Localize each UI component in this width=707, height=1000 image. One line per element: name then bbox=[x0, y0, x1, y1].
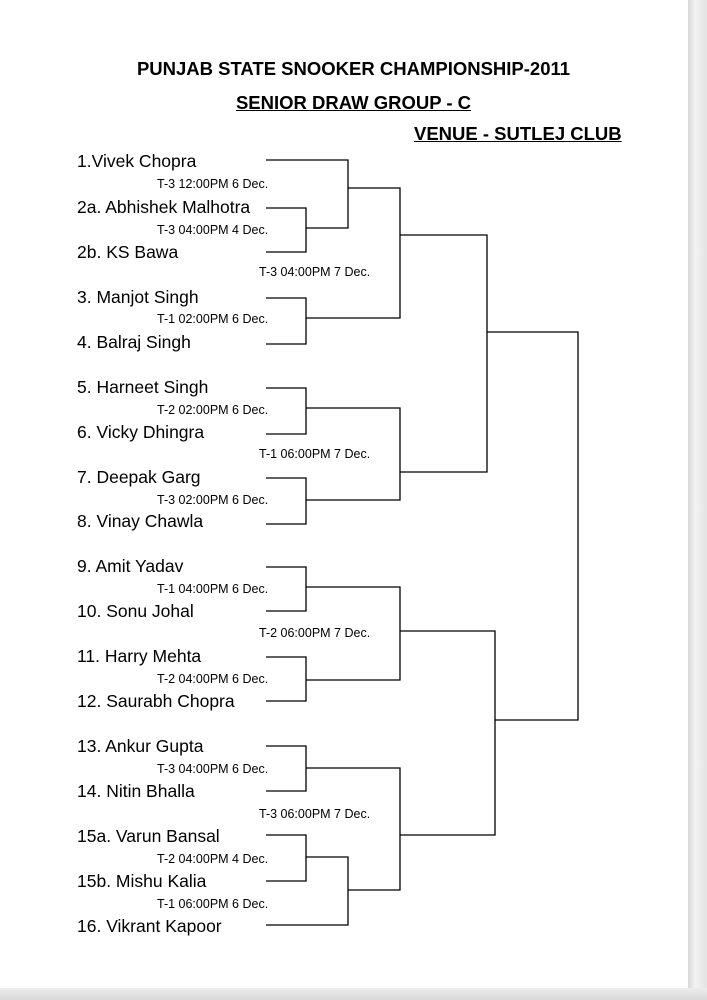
match-schedule: T-3 02:00PM 6 Dec. bbox=[157, 493, 269, 507]
player-name: 13. Ankur Gupta bbox=[77, 736, 204, 756]
bracket-line bbox=[306, 188, 400, 318]
match-schedule: T-3 06:00PM 7 Dec. bbox=[259, 807, 371, 821]
bracket-line bbox=[487, 332, 578, 720]
player-name: 4. Balraj Singh bbox=[77, 332, 191, 352]
player-name: 10. Sonu Johal bbox=[77, 601, 194, 621]
bracket-line bbox=[266, 208, 306, 252]
match-schedule: T-3 12:00PM 6 Dec. bbox=[157, 177, 269, 191]
group-subtitle: SENIOR DRAW GROUP - C bbox=[235, 92, 472, 113]
bracket-line bbox=[266, 298, 306, 344]
player-name: 7. Deepak Garg bbox=[77, 467, 201, 487]
bracket-line bbox=[266, 478, 306, 524]
player-name: 2b. KS Bawa bbox=[77, 242, 179, 262]
player-name: 15b. Mishu Kalia bbox=[77, 871, 207, 891]
bracket-line bbox=[400, 235, 487, 472]
bracket-line bbox=[266, 746, 306, 791]
match-schedule: T-2 06:00PM 7 Dec. bbox=[259, 626, 371, 640]
bracket-line bbox=[266, 160, 348, 228]
player-name: 2a. Abhishek Malhotra bbox=[77, 197, 251, 217]
bracket-line bbox=[266, 857, 348, 925]
player-name: 12. Saurabh Chopra bbox=[77, 691, 235, 711]
match-schedule: T-3 04:00PM 7 Dec. bbox=[259, 265, 371, 279]
page-title: PUNJAB STATE SNOOKER CHAMPIONSHIP-2011 bbox=[136, 58, 571, 79]
player-name: 15a. Varun Bansal bbox=[77, 826, 220, 846]
bracket-line bbox=[266, 567, 306, 611]
match-schedule: T-3 04:00PM 4 Dec. bbox=[157, 223, 269, 237]
player-name: 16. Vikrant Kapoor bbox=[77, 916, 222, 936]
match-schedule: T-1 04:00PM 6 Dec. bbox=[157, 582, 269, 596]
bracket-line bbox=[306, 768, 400, 890]
player-name: 9. Amit Yadav bbox=[77, 556, 184, 576]
bracket-line bbox=[266, 835, 306, 881]
match-schedule: T-2 02:00PM 6 Dec. bbox=[157, 403, 269, 417]
match-schedule: T-1 06:00PM 7 Dec. bbox=[259, 447, 371, 461]
bracket-line bbox=[400, 631, 495, 835]
match-schedule: T-2 04:00PM 4 Dec. bbox=[157, 852, 269, 866]
player-name: 11. Harry Mehta bbox=[77, 646, 202, 666]
match-schedule: T-3 04:00PM 6 Dec. bbox=[157, 762, 269, 776]
match-schedule: T-1 06:00PM 6 Dec. bbox=[157, 897, 269, 911]
match-schedule: T-2 04:00PM 6 Dec. bbox=[157, 672, 269, 686]
player-name: 14. Nitin Bhalla bbox=[77, 781, 195, 801]
bracket-line bbox=[266, 657, 306, 701]
bracket-line bbox=[266, 388, 306, 434]
venue-label: VENUE - SUTLEJ CLUB bbox=[414, 123, 622, 144]
player-name: 8. Vinay Chawla bbox=[77, 511, 204, 531]
match-schedule: T-1 02:00PM 6 Dec. bbox=[157, 312, 269, 326]
player-name: 3. Manjot Singh bbox=[77, 287, 199, 307]
player-name: 1.Vivek Chopra bbox=[77, 151, 197, 171]
player-name: 6. Vicky Dhingra bbox=[77, 422, 205, 442]
player-name: 5. Harneet Singh bbox=[77, 377, 209, 397]
